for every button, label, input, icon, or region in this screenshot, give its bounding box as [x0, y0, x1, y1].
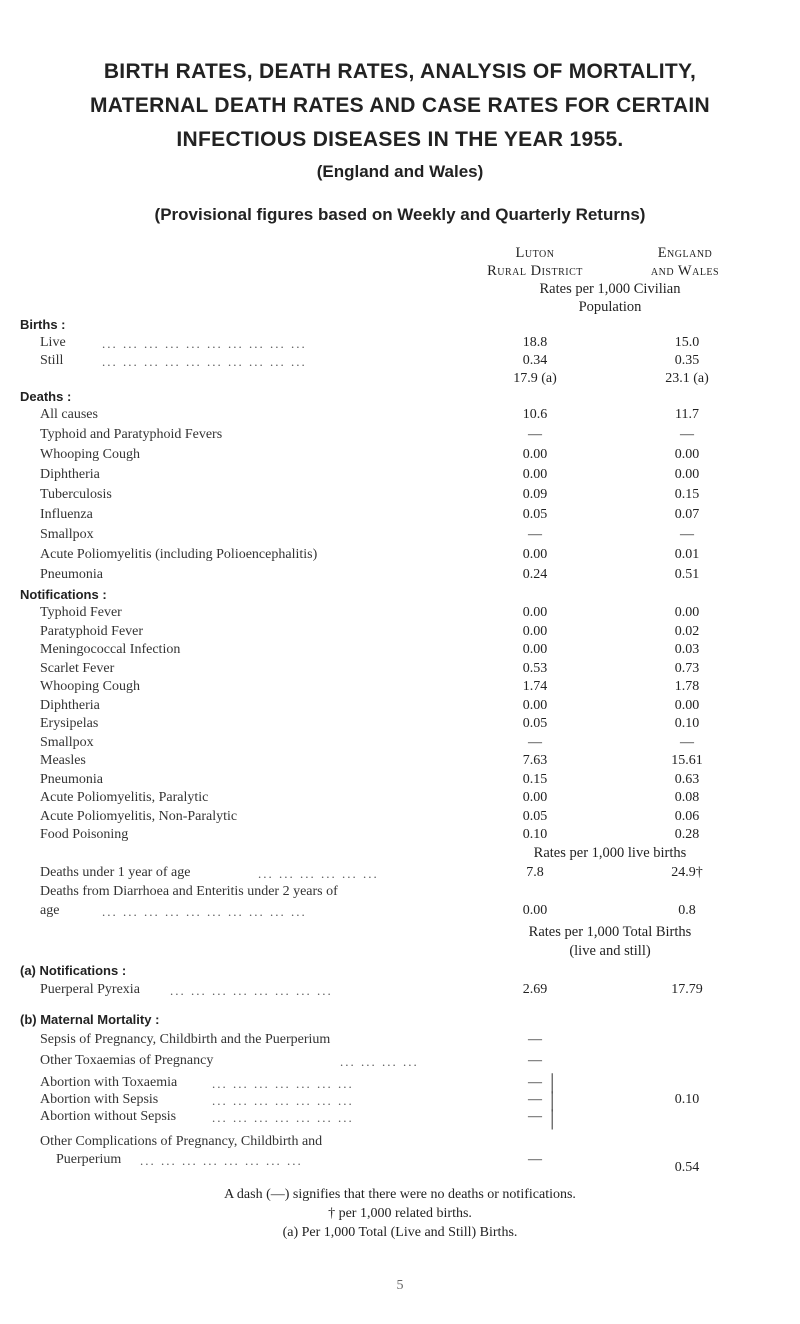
england-value: 15.0: [674, 335, 700, 350]
luton-value: 0.05: [522, 507, 548, 522]
rate-basis-line1: Rates per 1,000 Civilian: [539, 281, 681, 297]
luton-value: 0.00: [522, 447, 548, 462]
luton-value: 0.00: [522, 642, 548, 657]
row-label: Diphtheria: [40, 697, 100, 713]
leader-dots: ... ... ... ... ... ... ...: [212, 1110, 354, 1125]
england-value: 23.1 (a): [665, 371, 709, 386]
page-number: 5: [396, 1278, 404, 1293]
england-value: 0.8: [678, 903, 696, 918]
luton-value: 0.05: [522, 808, 548, 824]
england-value: 0.06: [674, 808, 700, 824]
england-value: 0.03: [674, 642, 700, 657]
luton-value: —: [528, 1075, 542, 1090]
row-label: Meningococcal Infection: [40, 642, 181, 657]
leader-dots: ... ... ... ... ... ... ...: [212, 1076, 354, 1091]
luton-value: —: [528, 1109, 542, 1124]
luton-value: 0.24: [522, 567, 548, 582]
leader-dots: ... ... ... ... ... ...: [258, 866, 379, 881]
footnote-dagger: † per 1,000 related births.: [328, 1206, 472, 1221]
luton-value: 2.69: [522, 982, 548, 997]
england-value: 0.00: [674, 605, 700, 620]
england-value: 0.00: [674, 447, 700, 462]
luton-value: 1.74: [522, 679, 548, 694]
row-label: Abortion with Toxaemia: [40, 1075, 178, 1090]
england-value: 0.00: [674, 467, 700, 482]
row-label: Paratyphoid Fever: [40, 623, 144, 639]
luton-value: —: [528, 1092, 542, 1107]
footnote-a: (a) Per 1,000 Total (Live and Still) Births.: [282, 1225, 518, 1240]
total-births-basis-line1: Rates per 1,000 Total Births: [528, 924, 692, 940]
row-label: Scarlet Fever: [40, 660, 115, 676]
england-value: 17.79: [671, 982, 703, 997]
live-births-basis: Rates per 1,000 live births: [533, 845, 687, 861]
maternal-heading: (b) Maternal Mortality :: [20, 1012, 160, 1027]
brace: | | |: [550, 1069, 555, 1130]
title-line-2: MATERNAL DEATH RATES AND CASE RATES FOR CERTAIN: [90, 94, 710, 117]
row-label: Acute Poliomyelitis, Non-Paralytic: [40, 808, 238, 824]
england-value: 0.02: [674, 623, 700, 639]
row-label: Puerperal Pyrexia: [40, 982, 140, 997]
leader-dots: ... ... ... ... ... ... ... ... ... ...: [102, 336, 307, 351]
row-label: Smallpox: [40, 734, 94, 750]
leader-dots: ... ... ... ... ... ... ... ...: [140, 1153, 303, 1168]
col-luton-line1: Luton: [515, 245, 555, 261]
luton-value: 0.00: [522, 790, 548, 805]
row-label: Typhoid and Paratyphoid Fevers: [40, 427, 223, 442]
luton-value: —: [528, 527, 542, 542]
england-value: 0.51: [674, 567, 700, 582]
row-label: Influenza: [40, 507, 93, 522]
row-label: Tuberculosis: [40, 487, 112, 502]
row-label: Whooping Cough: [40, 447, 140, 462]
luton-value: 0.00: [522, 697, 548, 713]
luton-value: 0.10: [522, 827, 548, 842]
luton-value: 7.8: [526, 865, 544, 880]
england-value: 15.61: [671, 753, 703, 768]
luton-value: 0.34: [522, 353, 548, 368]
row-label: Acute Poliomyelitis (including Polioencephalitis): [40, 547, 318, 562]
footnote-dash: A dash (—) signifies that there were no deaths or notifications.: [224, 1187, 576, 1202]
luton-value: 18.8: [522, 335, 548, 350]
england-value: 0.10: [674, 1092, 700, 1107]
leader-dots: ... ... ... ...: [340, 1054, 419, 1069]
luton-value: 0.00: [522, 547, 548, 562]
england-value: 0.08: [674, 790, 700, 805]
luton-value: 0.15: [522, 771, 548, 787]
england-value: 11.7: [675, 407, 699, 422]
luton-value: 0.00: [522, 623, 548, 639]
total-births-basis-line2: (live and still): [569, 943, 651, 959]
leader-dots: ... ... ... ... ... ... ... ... ... ...: [102, 354, 307, 369]
luton-value: 17.9 (a): [513, 371, 557, 386]
row-label: Deaths from Diarrhoea and Enteritis under 2 years of: [40, 884, 338, 899]
row-label: Still: [40, 353, 64, 368]
england-value: 0.73: [674, 660, 700, 676]
luton-value: —: [528, 1152, 542, 1167]
england-value: 24.9†: [671, 865, 703, 880]
luton-value: —: [528, 427, 542, 442]
title-line-1: BIRTH RATES, DEATH RATES, ANALYSIS OF MORTALITY,: [103, 60, 697, 83]
row-label: Other Toxaemias of Pregnancy: [40, 1053, 214, 1068]
england-value: 0.35: [674, 353, 700, 368]
row-label: Measles: [40, 753, 86, 768]
england-value: 0.00: [674, 697, 700, 713]
row-label: Sepsis of Pregnancy, Childbirth and the Puerperium: [40, 1032, 331, 1047]
row-label: Pneumonia: [40, 771, 103, 787]
row-label: Diphtheria: [40, 467, 100, 482]
luton-value: 7.63: [522, 753, 548, 768]
row-label: Abortion without Sepsis: [40, 1109, 177, 1124]
england-value: 0.01: [674, 547, 700, 562]
luton-value: 0.00: [522, 903, 548, 918]
deaths-heading: Deaths :: [20, 389, 72, 404]
luton-value: 0.09: [522, 487, 548, 502]
row-label: Live: [40, 335, 66, 350]
row-label: Typhoid Fever: [40, 605, 122, 620]
england-value: 0.63: [674, 771, 700, 787]
luton-value: 0.53: [522, 660, 548, 676]
england-value: 0.10: [674, 716, 700, 731]
row-label: Deaths under 1 year of age: [40, 865, 191, 880]
luton-value: —: [528, 1053, 542, 1068]
england-value: —: [680, 527, 694, 542]
luton-value: 0.00: [522, 605, 548, 620]
row-label: All causes: [40, 407, 98, 422]
title-region: (England and Wales): [316, 162, 484, 181]
row-label: Food Poisoning: [40, 827, 129, 842]
row-label: Acute Poliomyelitis, Paralytic: [40, 790, 209, 805]
births-heading: Births :: [20, 317, 66, 332]
england-value: 0.54: [674, 1160, 700, 1175]
notifications-heading: Notifications :: [20, 587, 107, 602]
england-value: 1.78: [674, 679, 700, 694]
subtitle: (Provisional figures based on Weekly and Quarterly Returns): [154, 205, 646, 224]
leader-dots: ... ... ... ... ... ... ... ... ... ...: [102, 904, 307, 919]
england-value: 0.07: [674, 507, 700, 522]
notifications-a-heading: (a) Notifications :: [20, 963, 127, 978]
row-label: Other Complications of Pregnancy, Childbirth and: [40, 1134, 323, 1149]
luton-value: —: [528, 734, 542, 750]
rate-basis-line2: Population: [578, 299, 642, 315]
row-label: Erysipelas: [40, 716, 99, 731]
england-value: 0.15: [674, 487, 700, 502]
col-luton-line2: Rural District: [487, 263, 583, 279]
england-value: —: [680, 427, 694, 442]
leader-dots: ... ... ... ... ... ... ...: [212, 1093, 354, 1108]
england-value: 0.28: [674, 827, 700, 842]
row-label: Abortion with Sepsis: [40, 1092, 159, 1107]
title-line-3: INFECTIOUS DISEASES IN THE YEAR 1955.: [176, 128, 624, 151]
luton-value: —: [528, 1032, 542, 1047]
col-england-line1: England: [657, 245, 713, 261]
luton-value: 0.05: [522, 716, 548, 731]
row-label: Puerperium: [56, 1152, 122, 1167]
col-england-line2: and Wales: [650, 263, 720, 279]
row-label: Whooping Cough: [40, 679, 140, 694]
luton-value: 10.6: [522, 407, 548, 422]
leader-dots: ... ... ... ... ... ... ... ...: [170, 983, 333, 998]
row-label: Pneumonia: [40, 567, 103, 582]
england-value: —: [680, 734, 694, 750]
luton-value: 0.00: [522, 467, 548, 482]
row-label: age: [40, 903, 60, 918]
row-label: Smallpox: [40, 527, 94, 542]
